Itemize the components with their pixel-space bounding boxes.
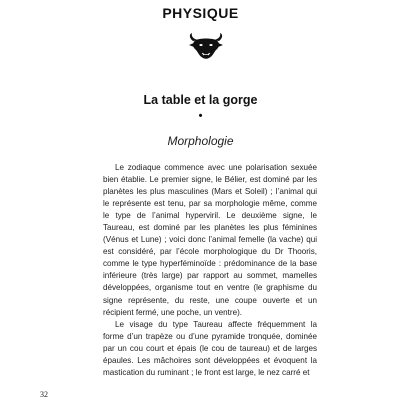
- running-head: PHYSIQUE: [162, 5, 239, 21]
- body-text: [103, 162, 317, 379]
- paragraph: Le visage du type Taureau affecte fréquemment la forme d’un trapèze ou d’une pyramide tronquée, dominée par un cou court et épais (le cou de taureau) et de larges épaules. Les mâchoires sont développées et évoquent la mastication du ruminant ; le front est large, le nez carré et: [103, 319, 317, 377]
- taurus-bull-head-icon: [187, 32, 225, 60]
- section-title: Morphologie: [167, 134, 234, 148]
- paragraph: Le zodiaque commence avec une polarisation sexuée bien établie. Le premier signe, le Bélier, est dominé par les planètes les plus masculines (Mars et Soleil) ; l’animal qui le représente est tenu, par sa morphologie même, comme le type de l’animal hyperviril. Le deuxième signe, le Taureau, est dominé par les planètes les plus féminines (Vénus et Lune) ; voici donc l’animal femelle (la vache) qui est considéré, par l’école morphologique du Dr Thooris, comme le type hyperféminoïde : prédominance de la base inférieure (très large) par rapport au sommet, mamelles développées, organisme tout en ventre (le graphisme du signe représente, du reste, une coupe ouverte et un récipient fermé, une poche, un ventre).: [103, 163, 317, 317]
- chapter-title: La table et la gorge: [143, 93, 258, 107]
- page-number: 32: [40, 390, 48, 399]
- ornament-bullet: •: [198, 110, 203, 122]
